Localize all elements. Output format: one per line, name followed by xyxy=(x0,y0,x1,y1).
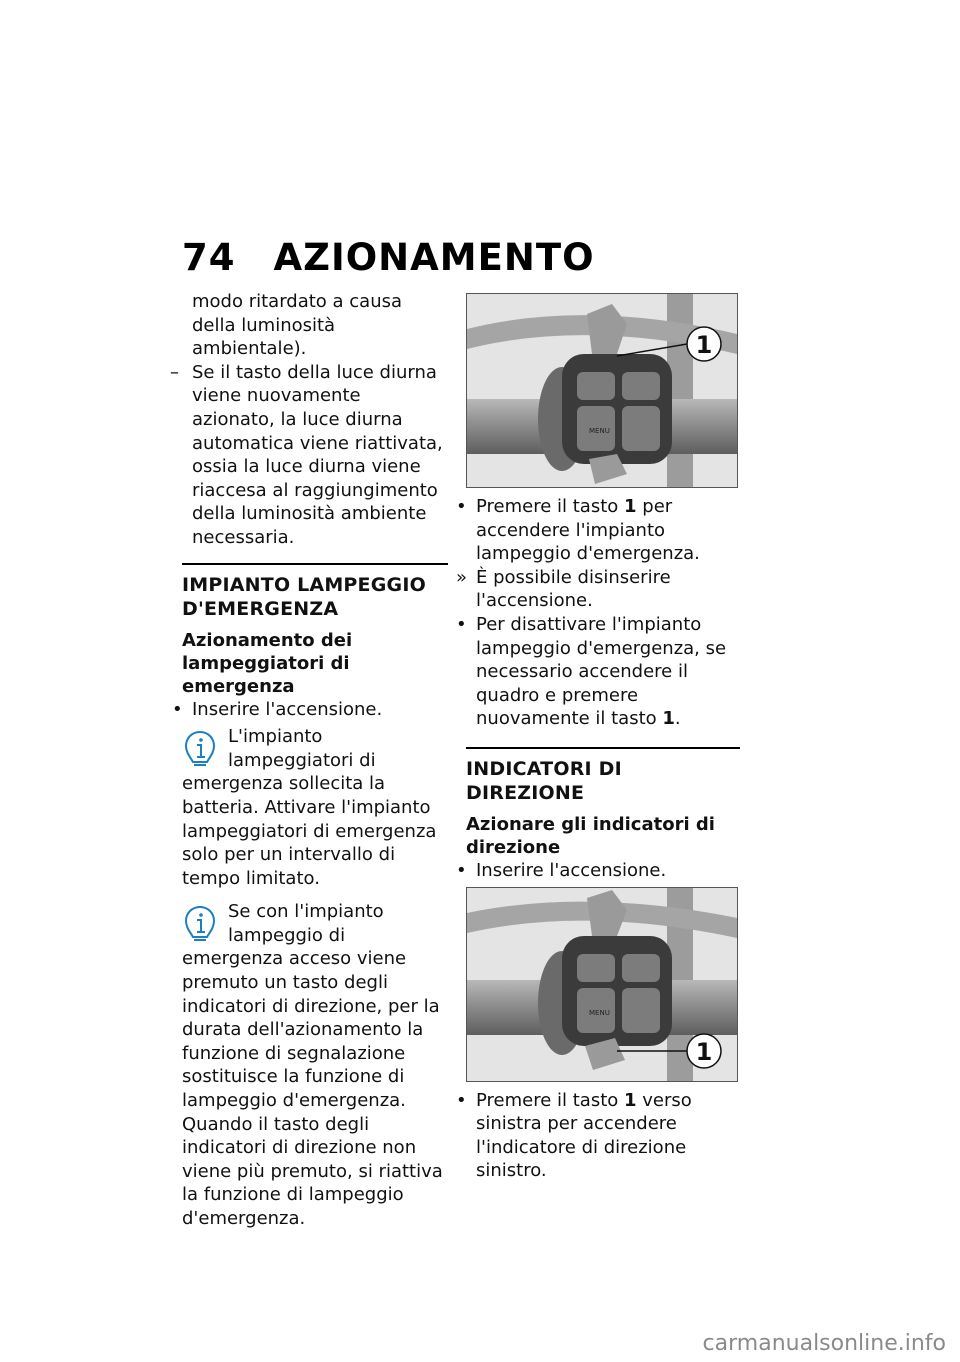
page-number: 74 xyxy=(182,236,236,279)
dash-item-text: Se il tasto della luce diurna viene nuovamente azionato, la luce diurna automatica viene riattivata, ossia la luce diurna viene riaccesa al raggiungimento della luminosità ambiente necessaria. xyxy=(192,361,443,548)
dash-marker: – xyxy=(170,361,179,383)
info-icon xyxy=(182,729,218,769)
list-item-text: Premere il tasto xyxy=(476,496,625,517)
list-item xyxy=(172,698,448,722)
info-note xyxy=(182,725,448,890)
handlebar-switch-illustration xyxy=(467,888,737,1081)
list-item-text: Per disattivare l'impianto lampeggio d'emergenza, se necessario accendere il quadro e premere nuovamente il tasto xyxy=(476,613,727,730)
subsection-title-turn-signals: Azionare gli indicatori di direzione xyxy=(466,813,715,858)
list-item xyxy=(456,613,740,731)
info-icon xyxy=(182,904,218,944)
hazard-button-shape xyxy=(577,372,615,400)
handlebar-switch-illustration xyxy=(467,294,737,487)
list-item xyxy=(456,859,740,883)
list-item-text: . xyxy=(674,708,681,730)
bullet-marker: • xyxy=(172,698,183,720)
result-text: È possibile disinserire l'accensione. xyxy=(476,566,671,612)
figure-callout-1: 1 xyxy=(695,331,713,359)
list-item-text: Premere il tasto xyxy=(476,1089,625,1111)
subsection-title-hazard: Azionamento dei lampeggiatori di emergenza xyxy=(182,629,353,697)
result-item xyxy=(456,566,740,613)
page-header xyxy=(182,236,595,279)
left-column xyxy=(170,290,448,1231)
section-rule xyxy=(182,563,448,565)
section-title-hazard: IMPIANTO LAMPEGGIO D'EMERGENZA xyxy=(182,573,426,620)
info-note xyxy=(182,900,448,1230)
watermark: carmanualsonline.info xyxy=(702,1331,946,1356)
bullet-marker: • xyxy=(456,859,467,881)
dash-list-item xyxy=(170,361,448,550)
bullet-marker: • xyxy=(456,496,467,517)
button-reference: 1 xyxy=(624,496,637,517)
info-note-text: L'impianto lampeggiatori di emergenza sollecita la batteria. Attivare l'impianto lampeggiatori di emergenza solo per un intervallo di tempo limitato. xyxy=(182,726,437,889)
chapter-title: AZIONAMENTO xyxy=(273,236,595,279)
list-item-text: verso sinistra per accendere l'indicatore di direzione sinistro. xyxy=(476,1089,692,1182)
button-reference: 1 xyxy=(624,1089,637,1111)
button-reference: 1 xyxy=(662,708,675,730)
handlebar-switch-figure-turn xyxy=(466,887,738,1082)
section-rule xyxy=(466,747,740,749)
list-item-text: Inserire l'accensione. xyxy=(192,698,383,720)
handlebar-switch-figure-hazard xyxy=(466,293,738,488)
section-title-turn-signals: INDICATORI DI DIREZIONE xyxy=(466,757,622,804)
bullet-marker: • xyxy=(456,1089,467,1111)
list-item-text: per accendere l'impianto lampeggio d'emergenza. xyxy=(476,496,700,565)
list-item xyxy=(456,495,740,566)
bullet-marker: • xyxy=(456,613,467,635)
continued-text: modo ritardato a causa della luminosità ambientale). xyxy=(192,291,403,360)
figure-callout-1: 1 xyxy=(695,1037,713,1066)
right-column xyxy=(456,293,740,1183)
svg-text:MENU: MENU xyxy=(589,427,610,435)
list-item xyxy=(456,1089,740,1183)
list-item-text: Inserire l'accensione. xyxy=(476,859,667,881)
result-marker: » xyxy=(456,566,468,588)
info-note-text: Se con l'impianto lampeggio di emergenza acceso viene premuto un tasto degli indicatori di direzione, per la durata dell'azionamento la funzione di segnalazione sostituisce la funzione di lampeggio d'emergenza. Quando il tasto degli indicatori di direzione non viene più premuto, si riattiva la funzione di lampeggio d'emergenza. xyxy=(182,901,443,1229)
svg-text:MENU: MENU xyxy=(589,1008,610,1017)
